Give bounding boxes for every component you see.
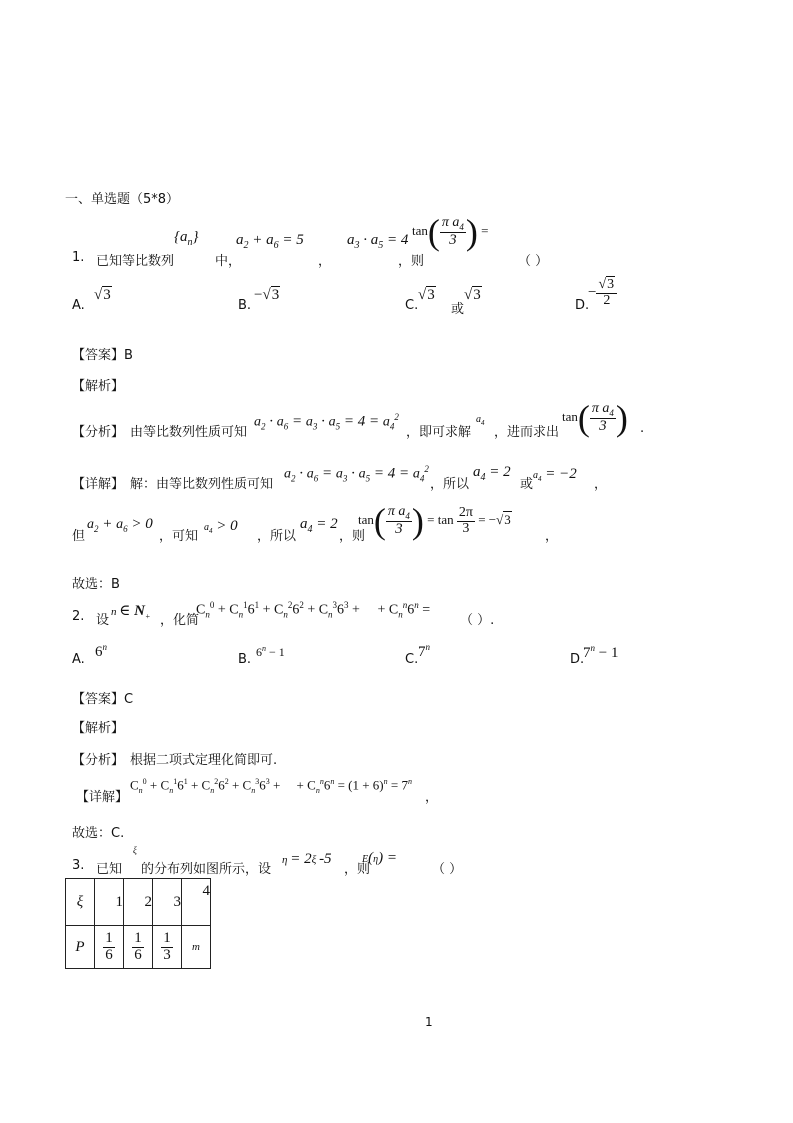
q1-line2-a: 但 <box>72 529 86 544</box>
q3-xi-symbol: ξ <box>133 845 137 855</box>
q1-fenxi-formula3: tan( $\frac{\pi a_4}{3}$ ) <box>562 398 628 438</box>
q3-number: 3. <box>72 858 85 873</box>
q2-paren: （ ）. <box>460 613 495 628</box>
q1-target-formula: tan( $\frac{\pi a_4}{3}$ ) = <box>412 212 489 252</box>
table-cell-fraction: $\frac{1}{3}$ <box>153 926 182 969</box>
q1-fenxi-label: 【分析】 <box>72 425 125 440</box>
q2-option-a-label: A. <box>72 652 85 667</box>
q1-option-b-formula: −√3 <box>254 287 280 303</box>
table-cell-fraction: $\frac{1}{6}$ <box>124 926 153 969</box>
q1-line2-b: ，可知 <box>159 529 199 544</box>
table-row <box>66 879 211 926</box>
q2-option-c-label: C. <box>405 652 419 667</box>
q1-line2-formula2: $a_4 > 0$ <box>204 518 238 535</box>
q2-option-d-formula: $7^n - 1$ <box>583 643 619 661</box>
q1-option-c-or: 或 <box>451 302 465 317</box>
q1-cond1-formula: $a_2 + a_6 = 5$ <box>236 232 304 251</box>
q1-line2-formula3: $a_4 = 2$ <box>300 516 338 535</box>
q2-option-b-formula: $6^n - 1$ <box>256 644 285 659</box>
section-title: 一、单选题（5*8） <box>65 192 180 207</box>
q2-domain-formula: n ∈ $N_+$ <box>111 603 151 621</box>
table-cell: 2 <box>124 879 153 926</box>
q2-conclusion: 故选：C. <box>72 826 125 841</box>
q2-fenxi-text: 根据二项式定理化简即可. <box>130 753 278 768</box>
q1-comma: ， <box>318 254 332 269</box>
q1-option-a-formula: √3 <box>94 287 111 303</box>
table-row <box>66 926 211 969</box>
q1-text-b: 中， <box>215 254 242 269</box>
q1-xiangjie-formula2: $a_4 = 2$ <box>473 464 511 483</box>
q1-fenxi-formula1: $a_2 \cdot a_6 = a_3 \cdot a_5 = 4 = a_4^2$ <box>254 412 399 432</box>
q2-fenxi-label: 【分析】 <box>72 753 125 768</box>
q3-text-a: 已知 <box>96 862 123 877</box>
q2-answer: 【答案】C <box>72 692 134 707</box>
q1-fenxi-end: . <box>640 421 645 436</box>
q1-line2-d: ，则 <box>339 529 366 544</box>
q2-number: 2. <box>72 609 85 624</box>
q1-line2-e: ， <box>545 529 559 544</box>
q2-analysis-title: 【解析】 <box>72 721 125 736</box>
q1-text-a: 已知等比数列 <box>96 254 175 269</box>
q1-cond2-formula: $a_3 \cdot a_5 = 4$ <box>347 232 409 251</box>
q2-option-b-label: B. <box>238 652 252 667</box>
q1-xiangjie-formula1: $a_2 \cdot a_6 = a_3 \cdot a_5 = 4 = a_4^2$ <box>284 464 429 484</box>
distribution-table <box>65 878 211 969</box>
q1-fenxi-a: 由等比数列性质可知 <box>130 425 248 440</box>
q1-analysis-title: 【解析】 <box>72 379 125 394</box>
q1-option-d-label: D. <box>575 298 590 313</box>
table-cell-xi: ξ <box>66 879 95 926</box>
q2-sum-formula: $C_n^0 + C_n^16^1 + C_n^26^2 + C_n^36^3$ + + $C_n^n6^n$ = <box>196 600 431 620</box>
q2-option-c-formula: 7$^n$ <box>418 642 430 660</box>
page-number: 1 <box>425 1015 433 1029</box>
q1-answer: 【答案】B <box>72 348 133 363</box>
q1-xiangjie-c: 或 <box>520 477 534 492</box>
q1-fenxi-c: ，进而求出 <box>494 425 560 440</box>
q1-seq-formula: $\{a_n\}$ <box>174 229 199 248</box>
table-cell: 3 <box>153 879 182 926</box>
q2-text-b: ，化简 <box>160 613 200 628</box>
table-cell-p: P <box>66 926 95 969</box>
q3-expectation-formula: E(η) = <box>362 850 397 866</box>
q1-fenxi-formula2: $a_4$ <box>476 414 485 427</box>
q2-xiangjie-end: ， <box>425 790 439 805</box>
q3-text-b: 的分布列如图所示，设 <box>141 862 272 877</box>
q1-option-d-formula: − $\frac{√3}{2}$ <box>588 278 617 308</box>
q2-option-a-formula: 6$^n$ <box>95 642 107 660</box>
q1-fenxi-b: ，即可求解 <box>406 425 472 440</box>
q2-xiangjie-formula: $C_n^0 + C_n^16^1 + C_n^26^2 + C_n^36^3$ + + $C_n^n6^n = (1 + 6)^n = 7^n$ <box>130 777 412 795</box>
q1-xiangjie-label: 【详解】 <box>72 477 125 492</box>
q3-paren: （ ） <box>432 862 463 877</box>
table-cell-m: m <box>182 926 211 969</box>
q1-option-a-label: A. <box>72 298 85 313</box>
q1-xiangjie-formula3: $a_4 = -2$ <box>533 466 577 483</box>
q1-xiangjie-b: ，所以 <box>430 477 470 492</box>
table-cell: 1 <box>95 879 124 926</box>
q1-xiangjie-a: 解：由等比数列性质可知 <box>130 477 274 492</box>
q1-option-b-label: B. <box>238 298 252 313</box>
q1-line2-formula1: $a_2 + a_6 > 0$ <box>87 516 153 534</box>
q1-xiangjie-d: ， <box>594 477 608 492</box>
q3-text-c: ，则 <box>344 862 371 877</box>
q1-text-c: ，则 <box>398 254 425 269</box>
q2-text-a: 设 <box>96 613 110 628</box>
q1-number: 1. <box>72 250 85 265</box>
q1-option-c-formula2: √3 <box>464 287 481 303</box>
table-cell-fraction: $\frac{1}{6}$ <box>95 926 124 969</box>
q2-xiangjie-label: 【详解】 <box>76 790 129 805</box>
q1-paren: （ ） <box>518 254 549 269</box>
q1-line2-formula4: tan( $\frac{\pi a_4}{3}$ ) = tan $\frac{2\pi}{3}$ = −√3 <box>358 501 511 541</box>
q3-eta-formula: η = 2ξ -5 <box>282 851 332 867</box>
q1-line2-c: ，所以 <box>257 529 297 544</box>
q1-option-c-label: C. <box>405 298 419 313</box>
q1-option-c-formula1: √3 <box>418 287 435 303</box>
q2-option-d-label: D. <box>570 652 585 667</box>
q1-conclusion: 故选：B <box>72 577 120 592</box>
table-cell: 4 <box>182 879 211 926</box>
